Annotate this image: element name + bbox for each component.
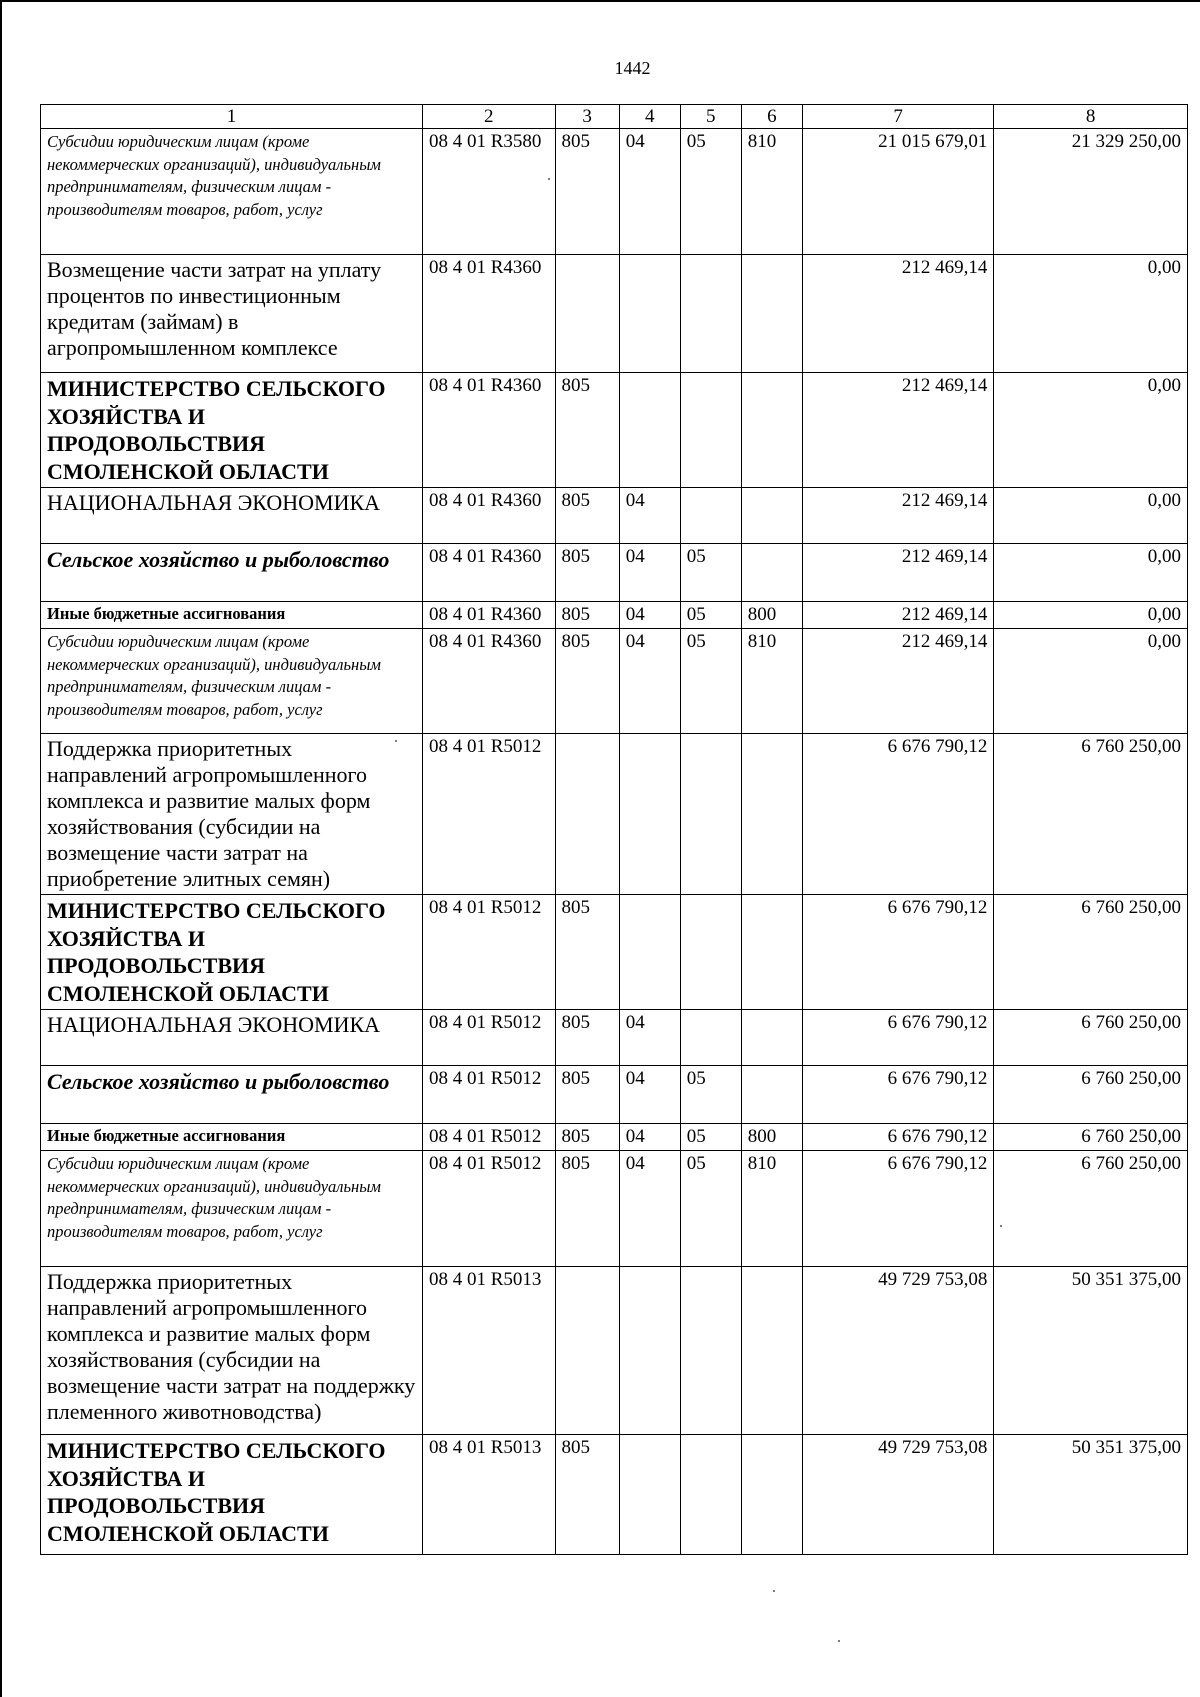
table-row <box>41 1151 1188 1267</box>
target-code-cell: 08 4 01 R5012 <box>422 1066 555 1124</box>
scan-speck <box>548 178 550 180</box>
table-row <box>41 1066 1188 1124</box>
ministry-code-cell: 805 <box>555 895 619 1010</box>
section-cell: 04 <box>619 629 680 734</box>
ministry-code-cell: 805 <box>555 1124 619 1151</box>
header-cell: 5 <box>680 105 741 129</box>
amount-year1-cell: 49 729 753,08 <box>802 1435 994 1555</box>
row-name-cell: Сельское хозяйство и рыболовство <box>41 1066 423 1124</box>
ministry-code-cell: 805 <box>555 1066 619 1124</box>
table-header-row <box>41 105 1188 129</box>
header-cell: 6 <box>741 105 802 129</box>
amount-year1-cell: 6 676 790,12 <box>802 1151 994 1267</box>
section-cell <box>619 895 680 1010</box>
amount-year2-cell: 6 760 250,00 <box>994 1010 1188 1066</box>
row-name-cell: Поддержка приоритетных направлений агропромышленного комплекса и развитие малых форм хозяйствования (субсидии на возмещение части затрат на приобретение элитных семян) <box>41 734 423 895</box>
expense-type-cell <box>741 895 802 1010</box>
amount-year2-cell: 0,00 <box>994 255 1188 373</box>
table-row <box>41 602 1188 629</box>
scan-speck <box>773 1590 775 1592</box>
target-code-cell: 08 4 01 R5012 <box>422 1151 555 1267</box>
expense-type-cell <box>741 734 802 895</box>
expense-type-cell: 800 <box>741 1124 802 1151</box>
subsection-cell: 05 <box>680 1124 741 1151</box>
header-cell: 4 <box>619 105 680 129</box>
ministry-code-cell: 805 <box>555 1435 619 1555</box>
row-name-cell: Субсидии юридическим лицам (кроме некоммерческих организаций), индивидуальным предпринимателям, физическим лицам - производителям товаров, работ, услуг <box>41 129 423 255</box>
expense-type-cell <box>741 373 802 488</box>
amount-year2-cell: 6 760 250,00 <box>994 895 1188 1010</box>
subsection-cell: 05 <box>680 602 741 629</box>
header-cell: 3 <box>555 105 619 129</box>
amount-year1-cell: 6 676 790,12 <box>802 1066 994 1124</box>
budget-table <box>40 104 1188 1555</box>
expense-type-cell <box>741 488 802 544</box>
table-row <box>41 1124 1188 1151</box>
amount-year1-cell: 6 676 790,12 <box>802 734 994 895</box>
table-row <box>41 629 1188 734</box>
page-number: 1442 <box>614 58 651 78</box>
table-row <box>41 544 1188 602</box>
ministry-code-cell: 805 <box>555 129 619 255</box>
amount-year2-cell: 0,00 <box>994 544 1188 602</box>
amount-year1-cell: 212 469,14 <box>802 488 994 544</box>
target-code-cell: 08 4 01 R4360 <box>422 629 555 734</box>
row-name-cell: Субсидии юридическим лицам (кроме некоммерческих организаций), индивидуальным предпринимателям, физическим лицам - производителям товаров, работ, услуг <box>41 629 423 734</box>
section-cell: 04 <box>619 602 680 629</box>
target-code-cell: 08 4 01 R4360 <box>422 488 555 544</box>
ministry-code-cell <box>555 1267 619 1435</box>
section-cell <box>619 373 680 488</box>
target-code-cell: 08 4 01 R5013 <box>422 1267 555 1435</box>
scan-speck <box>395 740 397 742</box>
row-name-cell: Возмещение части затрат на уплату процентов по инвестиционным кредитам (займам) в агропромышленном комплексе <box>41 255 423 373</box>
header-cell: 8 <box>994 105 1188 129</box>
amount-year2-cell: 0,00 <box>994 488 1188 544</box>
target-code-cell: 08 4 01 R5012 <box>422 1010 555 1066</box>
subsection-cell: 05 <box>680 629 741 734</box>
ministry-code-cell: 805 <box>555 629 619 734</box>
row-name-cell: МИНИСТЕРСТВО СЕЛЬСКОГО ХОЗЯЙСТВА И ПРОДОВОЛЬСТВИЯ СМОЛЕНСКОЙ ОБЛАСТИ <box>41 895 423 1010</box>
row-name-cell: Поддержка приоритетных направлений агропромышленного комплекса и развитие малых форм хозяйствования (субсидии на возмещение части затрат на поддержку племенного животноводства) <box>41 1267 423 1435</box>
row-name-cell: МИНИСТЕРСТВО СЕЛЬСКОГО ХОЗЯЙСТВА И ПРОДОВОЛЬСТВИЯ СМОЛЕНСКОЙ ОБЛАСТИ <box>41 373 423 488</box>
table-row <box>41 129 1188 255</box>
ministry-code-cell <box>555 734 619 895</box>
expense-type-cell <box>741 1010 802 1066</box>
row-name-cell: Иные бюджетные ассигнования <box>41 1124 423 1151</box>
amount-year1-cell: 212 469,14 <box>802 602 994 629</box>
table-row <box>41 373 1188 488</box>
row-name-cell: Иные бюджетные ассигнования <box>41 602 423 629</box>
section-cell <box>619 1435 680 1555</box>
target-code-cell: 08 4 01 R5012 <box>422 734 555 895</box>
amount-year1-cell: 212 469,14 <box>802 629 994 734</box>
ministry-code-cell: 805 <box>555 1151 619 1267</box>
subsection-cell <box>680 895 741 1010</box>
amount-year1-cell: 21 015 679,01 <box>802 129 994 255</box>
amount-year2-cell: 6 760 250,00 <box>994 734 1188 895</box>
table-row <box>41 734 1188 895</box>
subsection-cell <box>680 1267 741 1435</box>
row-name-cell: НАЦИОНАЛЬНАЯ ЭКОНОМИКА <box>41 488 423 544</box>
section-cell <box>619 1267 680 1435</box>
table-row <box>41 1010 1188 1066</box>
table-row <box>41 895 1188 1010</box>
expense-type-cell: 810 <box>741 129 802 255</box>
table-row <box>41 1435 1188 1555</box>
ministry-code-cell: 805 <box>555 602 619 629</box>
scan-edge-left <box>0 0 2 1697</box>
amount-year1-cell: 6 676 790,12 <box>802 1124 994 1151</box>
ministry-code-cell: 805 <box>555 488 619 544</box>
amount-year2-cell: 50 351 375,00 <box>994 1267 1188 1435</box>
expense-type-cell <box>741 544 802 602</box>
table-row <box>41 255 1188 373</box>
target-code-cell: 08 4 01 R3580 <box>422 129 555 255</box>
target-code-cell: 08 4 01 R4360 <box>422 602 555 629</box>
subsection-cell: 05 <box>680 544 741 602</box>
expense-type-cell <box>741 1267 802 1435</box>
amount-year2-cell: 21 329 250,00 <box>994 129 1188 255</box>
subsection-cell <box>680 255 741 373</box>
section-cell <box>619 255 680 373</box>
section-cell: 04 <box>619 1151 680 1267</box>
amount-year2-cell: 0,00 <box>994 373 1188 488</box>
section-cell: 04 <box>619 488 680 544</box>
subsection-cell: 05 <box>680 1066 741 1124</box>
expense-type-cell <box>741 255 802 373</box>
section-cell: 04 <box>619 1010 680 1066</box>
scan-edge-top <box>0 0 1200 2</box>
amount-year1-cell: 6 676 790,12 <box>802 1010 994 1066</box>
amount-year2-cell: 50 351 375,00 <box>994 1435 1188 1555</box>
target-code-cell: 08 4 01 R4360 <box>422 255 555 373</box>
scan-speck <box>1000 1225 1002 1227</box>
amount-year2-cell: 0,00 <box>994 629 1188 734</box>
subsection-cell: 05 <box>680 1151 741 1267</box>
target-code-cell: 08 4 01 R4360 <box>422 544 555 602</box>
header-cell: 1 <box>41 105 423 129</box>
target-code-cell: 08 4 01 R4360 <box>422 373 555 488</box>
section-cell <box>619 734 680 895</box>
amount-year1-cell: 6 676 790,12 <box>802 895 994 1010</box>
amount-year1-cell: 49 729 753,08 <box>802 1267 994 1435</box>
section-cell: 04 <box>619 129 680 255</box>
header-cell: 7 <box>802 105 994 129</box>
subsection-cell <box>680 1435 741 1555</box>
amount-year2-cell: 0,00 <box>994 602 1188 629</box>
expense-type-cell: 810 <box>741 629 802 734</box>
amount-year2-cell: 6 760 250,00 <box>994 1066 1188 1124</box>
ministry-code-cell: 805 <box>555 544 619 602</box>
table-row <box>41 488 1188 544</box>
target-code-cell: 08 4 01 R5012 <box>422 895 555 1010</box>
expense-type-cell <box>741 1066 802 1124</box>
amount-year2-cell: 6 760 250,00 <box>994 1124 1188 1151</box>
expense-type-cell <box>741 1435 802 1555</box>
table-row <box>41 1267 1188 1435</box>
row-name-cell: Сельское хозяйство и рыболовство <box>41 544 423 602</box>
section-cell: 04 <box>619 1066 680 1124</box>
amount-year2-cell: 6 760 250,00 <box>994 1151 1188 1267</box>
subsection-cell <box>680 734 741 895</box>
ministry-code-cell: 805 <box>555 373 619 488</box>
section-cell: 04 <box>619 544 680 602</box>
row-name-cell: МИНИСТЕРСТВО СЕЛЬСКОГО ХОЗЯЙСТВА И ПРОДОВОЛЬСТВИЯ СМОЛЕНСКОЙ ОБЛАСТИ <box>41 1435 423 1555</box>
expense-type-cell: 810 <box>741 1151 802 1267</box>
target-code-cell: 08 4 01 R5012 <box>422 1124 555 1151</box>
header-cell: 2 <box>422 105 555 129</box>
subsection-cell <box>680 488 741 544</box>
row-name-cell: Субсидии юридическим лицам (кроме некоммерческих организаций), индивидуальным предпринимателям, физическим лицам - производителям товаров, работ, услуг <box>41 1151 423 1267</box>
section-cell: 04 <box>619 1124 680 1151</box>
scan-speck <box>838 1640 840 1642</box>
ministry-code-cell <box>555 255 619 373</box>
subsection-cell <box>680 1010 741 1066</box>
ministry-code-cell: 805 <box>555 1010 619 1066</box>
amount-year1-cell: 212 469,14 <box>802 544 994 602</box>
target-code-cell: 08 4 01 R5013 <box>422 1435 555 1555</box>
subsection-cell <box>680 373 741 488</box>
subsection-cell: 05 <box>680 129 741 255</box>
expense-type-cell: 800 <box>741 602 802 629</box>
amount-year1-cell: 212 469,14 <box>802 373 994 488</box>
row-name-cell: НАЦИОНАЛЬНАЯ ЭКОНОМИКА <box>41 1010 423 1066</box>
amount-year1-cell: 212 469,14 <box>802 255 994 373</box>
